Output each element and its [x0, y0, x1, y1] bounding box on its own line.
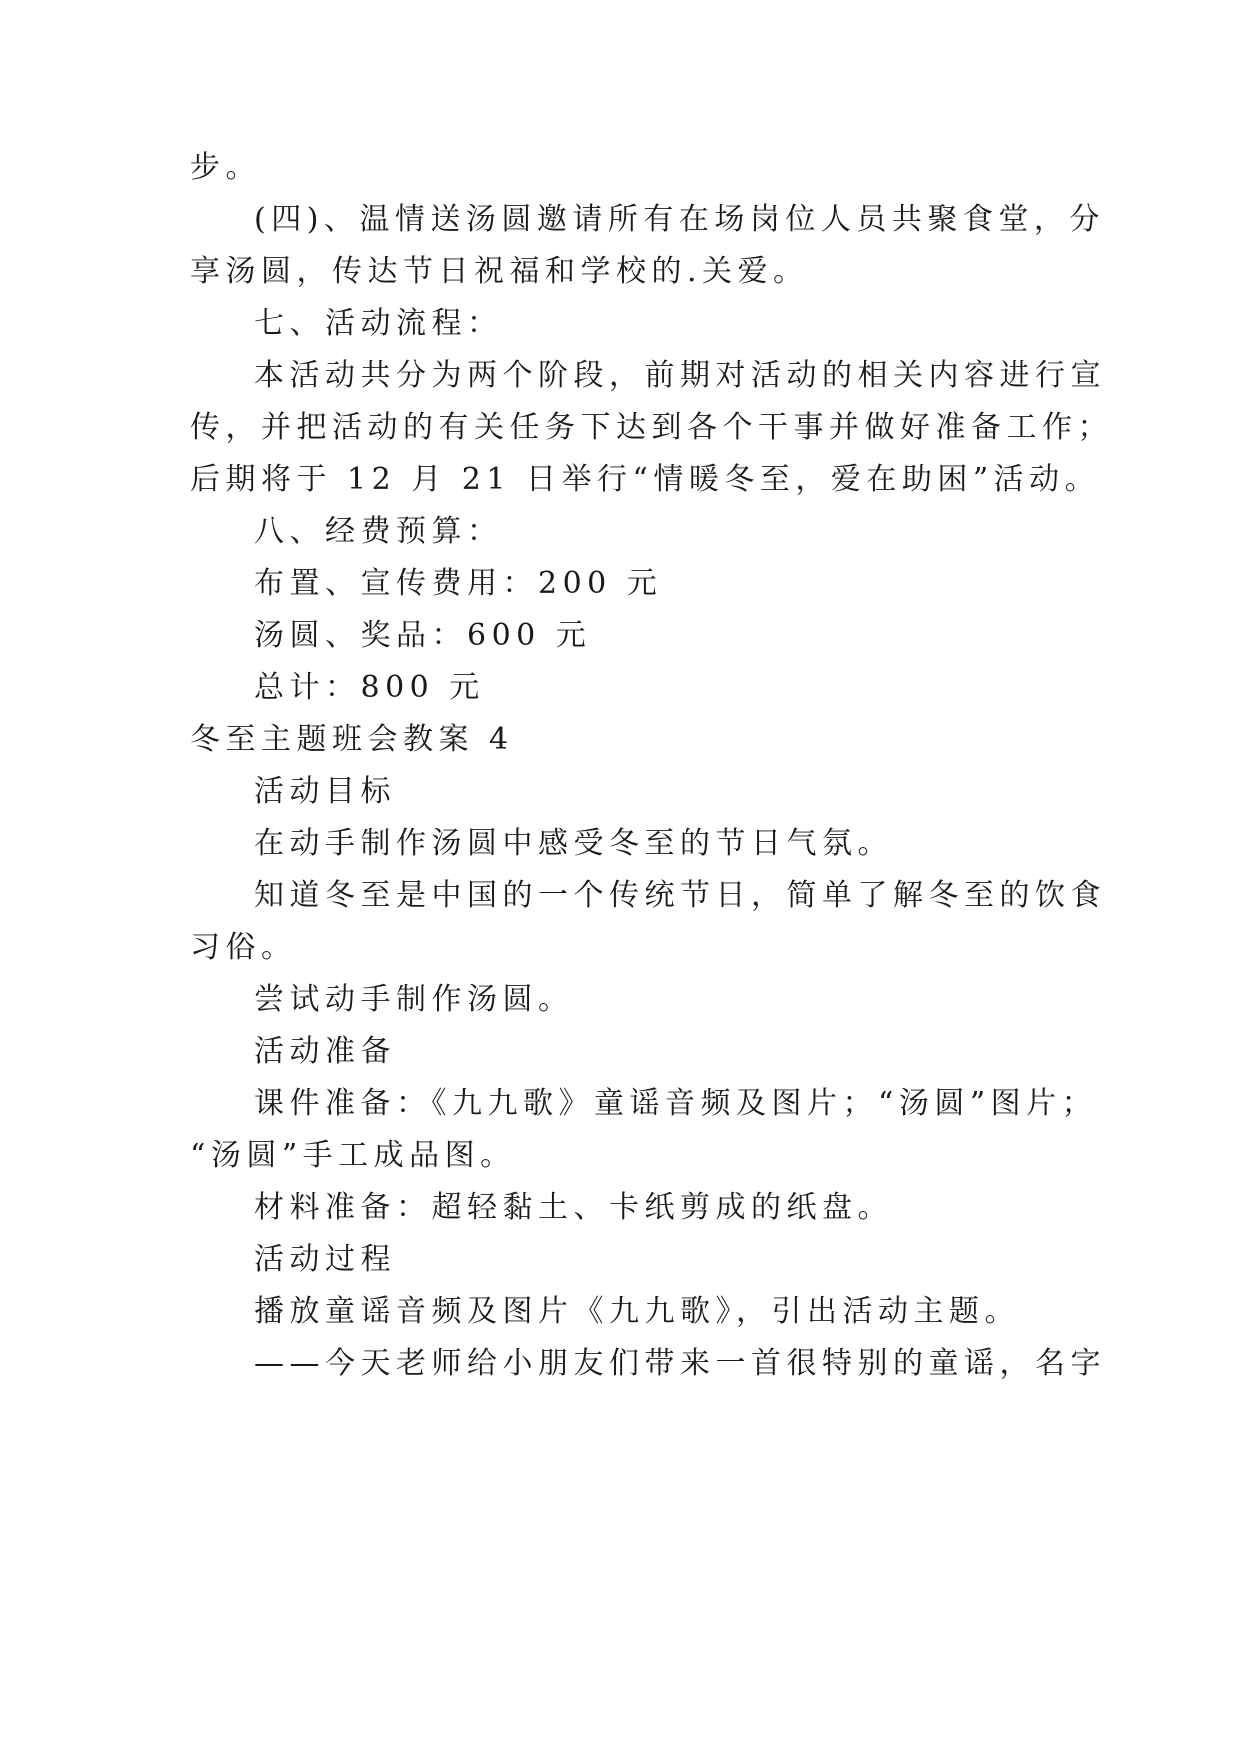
paragraph-line: 知道冬至是中国的一个传统节日，简单了解冬至的饮食 — [254, 878, 1106, 913]
budget-total: 总计：800 元 — [254, 670, 485, 705]
paragraph-line: 课件准备：《九九歌》童谣音频及图片；“汤圆”图片； — [254, 1086, 1098, 1121]
paragraph-line: 步。 — [190, 150, 261, 185]
section-heading: 八、经费预算： — [254, 514, 503, 549]
paragraph-line: 享汤圆，传达节日祝福和学校的.关爱。 — [190, 254, 809, 289]
paragraph-line: 习俗。 — [190, 930, 297, 965]
budget-item: 布置、宣传费用：200 元 — [254, 566, 663, 601]
paragraph-line: 后期将于 12 月 21 日举行“情暖冬至，爱在助困”活动。 — [190, 462, 1101, 497]
paragraph-line: 材料准备：超轻黏土、卡纸剪成的纸盘。 — [254, 1190, 893, 1225]
paragraph-line: 播放童谣音频及图片《九九歌》，引出活动主题。 — [254, 1294, 1020, 1329]
section-heading: 活动目标 — [254, 774, 396, 809]
paragraph-line: “汤圆”手工成品图。 — [190, 1138, 516, 1173]
paragraph-line: 尝试动手制作汤圆。 — [254, 982, 574, 1017]
paragraph-line: (四)、温情送汤圆邀请所有在场岗位人员共聚食堂，分 — [254, 202, 1105, 237]
section-heading: 活动准备 — [254, 1034, 396, 1069]
section-heading: 活动过程 — [254, 1242, 396, 1277]
paragraph-line: 本活动共分为两个阶段，前期对活动的相关内容进行宣 — [254, 358, 1106, 393]
paragraph-line: 在动手制作汤圆中感受冬至的节日气氛。 — [254, 826, 893, 861]
lesson-title: 冬至主题班会教案 4 — [190, 722, 514, 757]
section-heading: 七、活动流程： — [254, 306, 503, 341]
budget-item: 汤圆、奖品：600 元 — [254, 618, 592, 653]
paragraph-line: 传，并把活动的有关任务下达到各个干事并做好准备工作； — [190, 410, 1113, 445]
paragraph-line: ——今天老师给小朋友们带来一首很特别的童谣，名字 — [254, 1346, 1106, 1381]
document-page — [190, 0, 1113, 1754]
